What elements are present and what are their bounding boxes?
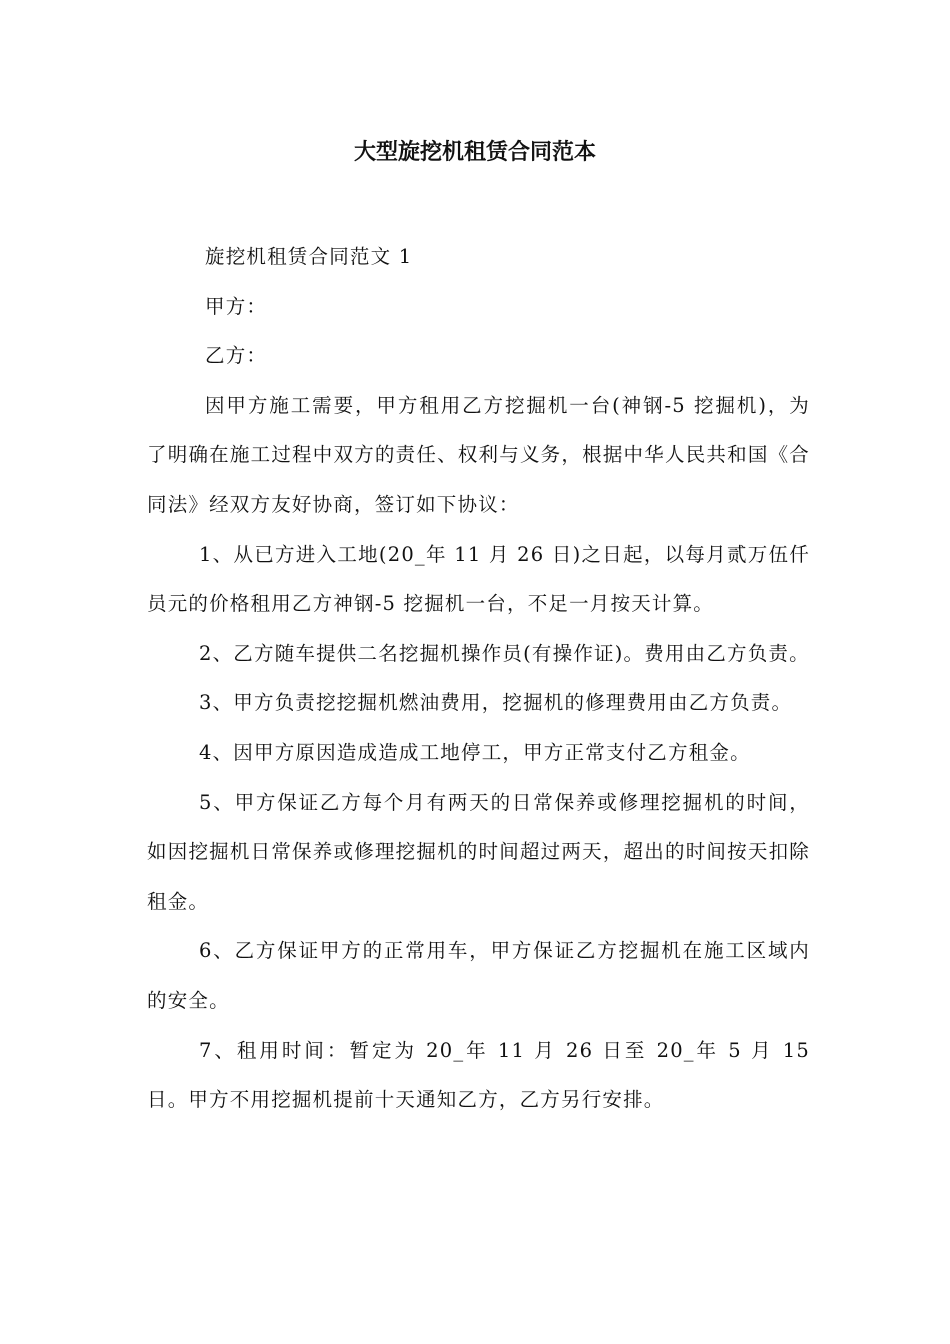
intro-paragraph: 因甲方施工需要，甲方租用乙方挖掘机一台(神钢-5 挖掘机)，为了明确在施工过程中双方的责任、权利与义务，根据中华人民共和国《合同法》经双方友好协商，签订如下协议： (147, 393, 810, 516)
party-b-label: 乙方： (205, 344, 268, 368)
clause-4: 4、因甲方原因造成造成工地停工，甲方正常支付乙方租金。 (199, 740, 751, 764)
clause-6: 6、乙方保证甲方的正常用车，甲方保证乙方挖掘机在施工区域内的安全。 (147, 939, 810, 1012)
document-title: 大型旋挖机租赁合同范本 (353, 140, 596, 165)
clause-2: 2、乙方随车提供二名挖掘机操作员(有操作证)。费用由乙方负责。 (199, 641, 810, 665)
party-a-label: 甲方： (205, 294, 268, 318)
document-body (147, 232, 810, 1125)
clause-3: 3、甲方负责挖挖掘机燃油费用，挖掘机的修理费用由乙方负责。 (199, 691, 793, 715)
clause-7: 7、租用时间：暂定为 20_年 11 月 26 日至 20_年 5 月 15 日。甲方不用挖掘机提前十天通知乙方，乙方另行安排。 (147, 1038, 810, 1112)
clause-1: 1、从已方进入工地(20_年 11 月 26 日)之日起，以每月贰万伍仟员元的价格租用乙方神钢-5 挖掘机一台，不足一月按天计算。 (147, 542, 810, 616)
clause-5: 5、甲方保证乙方每个月有两天的日常保养或修理挖掘机的时间，如因挖掘机日常保养或修理挖掘机的时间超过两天，超出的时间按天扣除租金。 (147, 790, 810, 913)
subtitle: 旋挖机租赁合同范文 1 (205, 245, 413, 268)
